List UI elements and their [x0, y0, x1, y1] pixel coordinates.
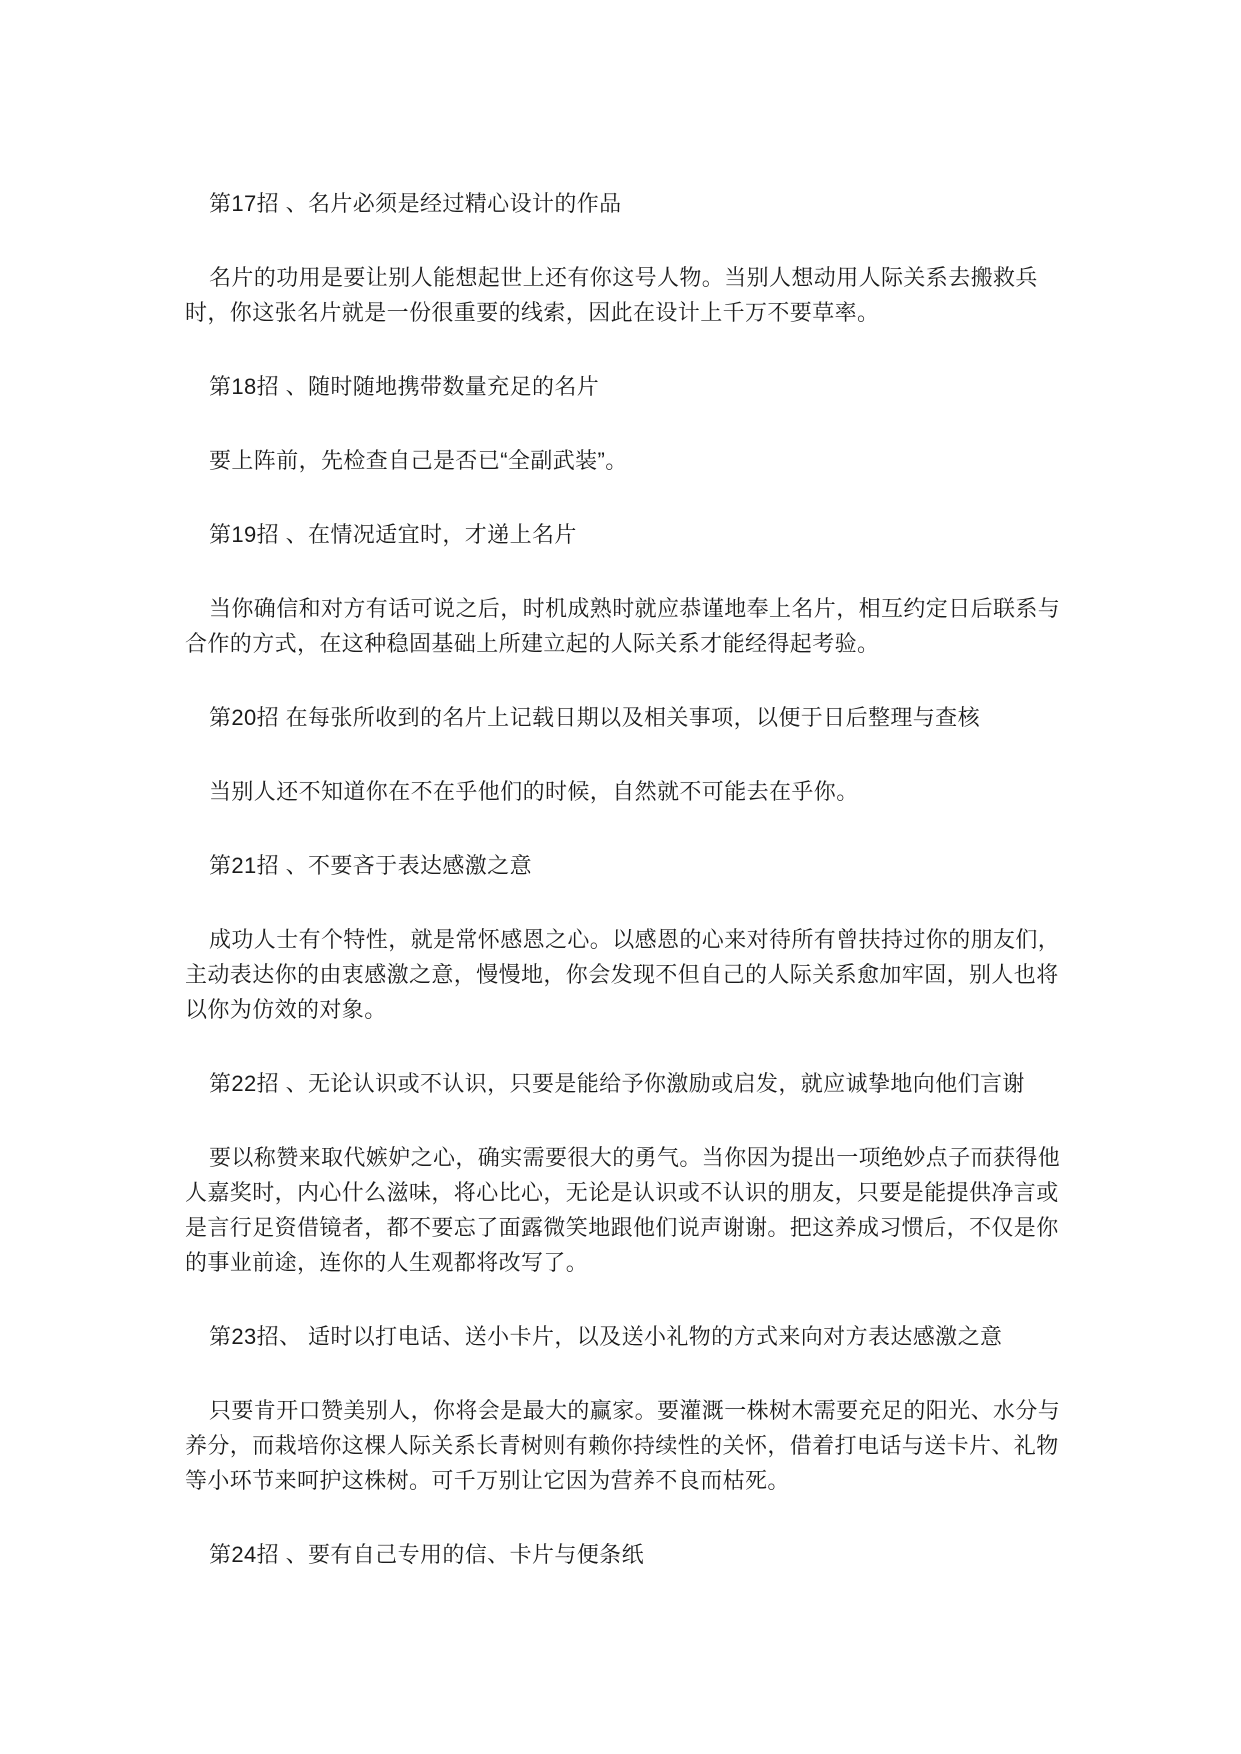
- paragraph-line: 养分，而栽培你这棵人际关系长青树则有赖你持续性的关怀，借着打电话与送卡片、礼物: [185, 1433, 1059, 1458]
- paragraph-line: 等小环节来呵护这株树。可千万别让它因为营养不良而枯死。: [185, 1468, 790, 1493]
- heading-line: 第17招 、名片必须是经过精心设计的作品: [209, 191, 622, 216]
- page-content: [185, 186, 1085, 1572]
- heading-line: 第24招 、要有自己专用的信、卡片与便条纸: [209, 1542, 644, 1567]
- tip-paragraph-17: [185, 260, 1085, 330]
- paragraph-line: 主动表达你的由衷感激之意，慢慢地，你会发现不但自己的人际关系愈加牢固，别人也将: [185, 962, 1059, 987]
- paragraph-line: 时，你这张名片就是一份很重要的线索，因此在设计上千万不要草率。: [185, 300, 880, 325]
- paragraph-line: 要上阵前，先检查自己是否已“全副武装”。: [209, 448, 628, 473]
- tip-paragraph-23: [185, 1393, 1085, 1498]
- tip-heading-17: [185, 186, 1085, 221]
- tip-heading-18: [185, 369, 1085, 404]
- paragraph-line: 要以称赞来取代嫉妒之心，确实需要很大的勇气。当你因为提出一项绝妙点子而获得他: [209, 1145, 1061, 1170]
- heading-line: 第23招、 适时以打电话、送小卡片，以及送小礼物的方式来向对方表达感激之意: [209, 1324, 1003, 1349]
- paragraph-line: 是言行足资借镜者，都不要忘了面露微笑地跟他们说声谢谢。把这养成习惯后，不仅是你: [185, 1215, 1059, 1240]
- heading-line: 第18招 、随时随地携带数量充足的名片: [209, 374, 600, 399]
- tip-paragraph-18: [185, 443, 1085, 478]
- paragraph-line: 成功人士有个特性，就是常怀感恩之心。以感恩的心来对待所有曾扶持过你的朋友们，: [209, 927, 1061, 952]
- heading-line: 第21招 、不要吝于表达感激之意: [209, 853, 532, 878]
- heading-line: 第22招 、无论认识或不认识，只要是能给予你激励或启发，就应诚挚地向他们言谢: [209, 1071, 1025, 1096]
- tip-heading-23: [185, 1319, 1085, 1354]
- heading-line: 第20招 在每张所收到的名片上记载日期以及相关事项，以便于日后整理与查核: [209, 705, 980, 730]
- tip-paragraph-20: [185, 774, 1085, 809]
- paragraph-line: 合作的方式，在这种稳固基础上所建立起的人际关系才能经得起考验。: [185, 631, 880, 656]
- tip-paragraph-21: [185, 922, 1085, 1027]
- paragraph-line: 当别人还不知道你在不在乎他们的时候，自然就不可能去在乎你。: [209, 779, 859, 804]
- tip-heading-22: [185, 1066, 1085, 1101]
- tip-heading-21: [185, 848, 1085, 883]
- tip-heading-24: [185, 1537, 1085, 1572]
- heading-line: 第19招 、在情况适宜时，才递上名片: [209, 522, 577, 547]
- paragraph-line: 人嘉奖时，内心什么滋味，将心比心，无论是认识或不认识的朋友，只要是能提供净言或: [185, 1180, 1059, 1205]
- tip-paragraph-22: [185, 1140, 1085, 1280]
- tip-heading-19: [185, 517, 1085, 552]
- tip-paragraph-19: [185, 591, 1085, 661]
- paragraph-line: 名片的功用是要让别人能想起世上还有你这号人物。当别人想动用人际关系去搬救兵: [209, 265, 1038, 290]
- tip-heading-20: [185, 700, 1085, 735]
- paragraph-line: 以你为仿效的对象。: [185, 997, 387, 1022]
- paragraph-line: 的事业前途，连你的人生观都将改写了。: [185, 1250, 589, 1275]
- paragraph-line: 只要肯开口赞美别人，你将会是最大的赢家。要灌溉一株树木需要充足的阳光、水分与: [209, 1398, 1061, 1423]
- paragraph-line: 当你确信和对方有话可说之后，时机成熟时就应恭谨地奉上名片，相互约定日后联系与: [209, 596, 1061, 621]
